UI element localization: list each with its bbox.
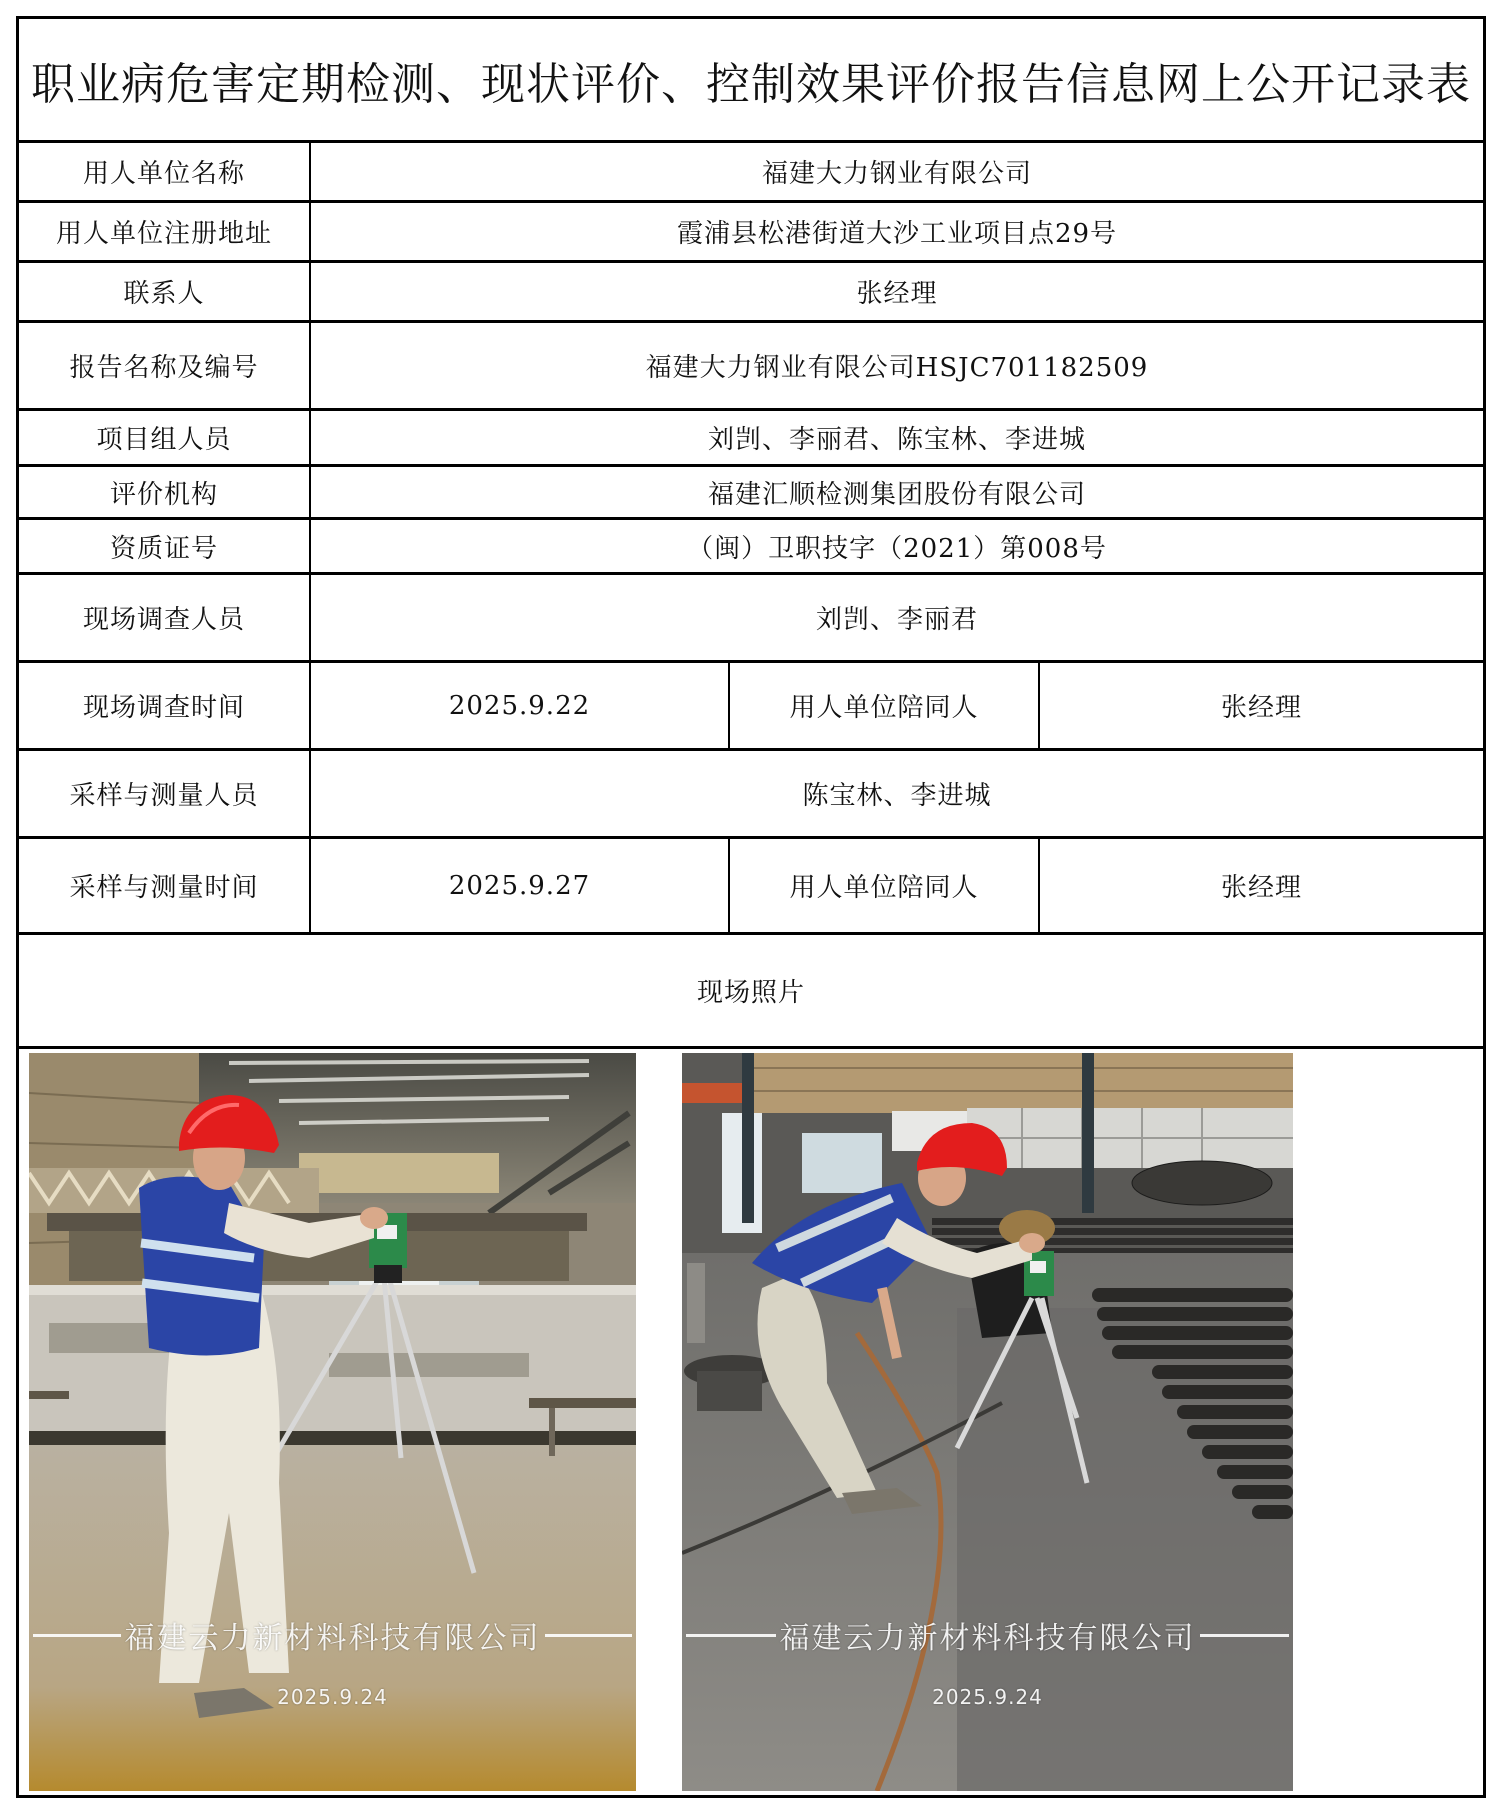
photo-2-illustration xyxy=(682,1053,1293,1791)
sampling-time-label: 采样与测量时间 xyxy=(69,873,259,903)
site-photo-1 xyxy=(29,1053,636,1791)
contact-label: 联系人 xyxy=(123,279,205,309)
sampling-companion-label: 用人单位陪同人 xyxy=(728,839,1038,932)
agency-label: 评价机构 xyxy=(109,479,218,510)
page-title: 职业病危害定期检测、现状评价、控制效果评价报告信息网上公开记录表 xyxy=(31,58,1471,110)
row-survey-time xyxy=(19,663,1483,751)
row-certificate xyxy=(19,520,1483,575)
employer-address-label: 用人单位注册地址 xyxy=(55,219,272,249)
report-value: 福建大力钢业有限公司HSJC701182509 xyxy=(309,323,1483,408)
sampling-staff-value: 陈宝林、李进城 xyxy=(309,751,1483,836)
survey-time-value: 2025.9.22 xyxy=(309,663,728,748)
row-photos-label xyxy=(19,935,1483,1049)
employer-name-value: 福建大力钢业有限公司 xyxy=(309,143,1483,200)
project-members-label: 项目组人员 xyxy=(96,425,232,455)
survey-staff-value: 刘剀、李丽君 xyxy=(309,575,1483,660)
survey-time-label: 现场调查时间 xyxy=(82,693,245,723)
row-contact xyxy=(19,263,1483,323)
employer-address-value: 霞浦县松港街道大沙工业项目点29号 xyxy=(309,203,1483,260)
survey-staff-label: 现场调查人员 xyxy=(82,605,245,635)
project-members-value: 刘剀、李丽君、陈宝林、李进城 xyxy=(309,411,1483,464)
row-employer-name xyxy=(19,143,1483,203)
site-photo-2 xyxy=(682,1053,1293,1791)
row-project-members xyxy=(19,411,1483,467)
photo-1-watermark-company: 福建云力新材料科技有限公司 xyxy=(29,1613,636,1657)
row-agency xyxy=(19,467,1483,520)
row-employer-address xyxy=(19,203,1483,263)
photo-2-watermark-company: 福建云力新材料科技有限公司 xyxy=(682,1613,1293,1657)
row-report xyxy=(19,323,1483,411)
row-sampling-time xyxy=(19,839,1483,935)
agency-value: 福建汇顺检测集团股份有限公司 xyxy=(309,467,1483,517)
photos-area xyxy=(19,1049,1483,1795)
row-sampling-staff xyxy=(19,751,1483,839)
report-label: 报告名称及编号 xyxy=(69,353,259,383)
sampling-staff-label: 采样与测量人员 xyxy=(69,781,259,811)
employer-name-label: 用人单位名称 xyxy=(82,159,245,189)
row-survey-staff xyxy=(19,575,1483,663)
record-table xyxy=(16,16,1486,1798)
survey-companion-label: 用人单位陪同人 xyxy=(728,663,1038,748)
title-row xyxy=(19,19,1483,143)
photo-1-illustration xyxy=(29,1053,636,1791)
certificate-label: 资质证号 xyxy=(109,533,218,564)
sampling-time-value: 2025.9.27 xyxy=(309,839,728,932)
photo-2-watermark-date: 2025.9.24 xyxy=(932,1685,1043,1709)
photo-1-watermark-date: 2025.9.24 xyxy=(277,1685,388,1709)
certificate-value: （闽）卫职技字（2021）第008号 xyxy=(309,520,1483,572)
photos-label: 现场照片 xyxy=(696,978,805,1008)
contact-value: 张经理 xyxy=(309,263,1483,320)
sampling-companion-value: 张经理 xyxy=(1038,839,1483,932)
survey-companion-value: 张经理 xyxy=(1038,663,1483,748)
